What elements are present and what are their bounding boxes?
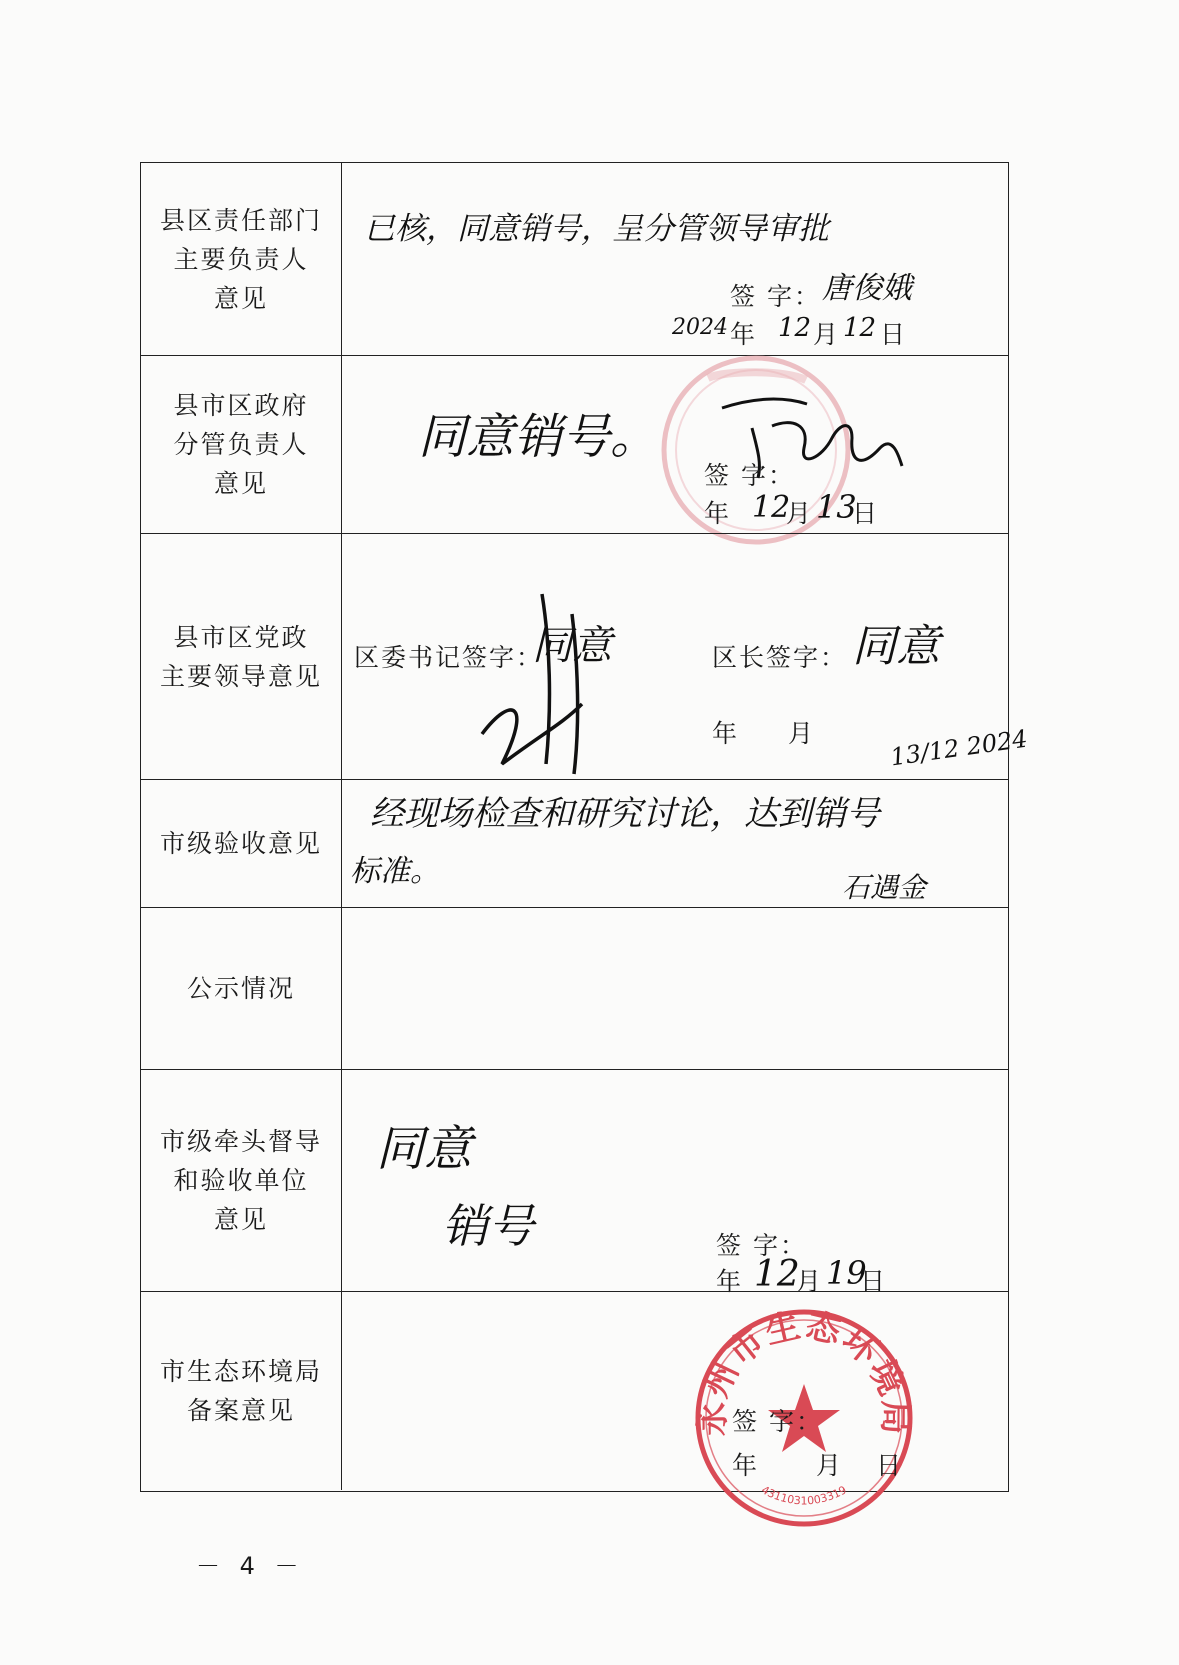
date-month-label: 月	[796, 1267, 824, 1296]
date-year-label: 年	[732, 1451, 760, 1480]
row-department-opinion	[141, 163, 1008, 355]
date-month-label: 月	[788, 719, 816, 748]
row-label: 市生态环境局 备案意见	[141, 1292, 342, 1490]
date-year-label: 年	[712, 719, 740, 748]
row-public-notice	[141, 907, 1008, 1069]
row-government-opinion	[141, 355, 1008, 533]
row-content	[342, 1070, 1008, 1296]
row-ecology-bureau-filing	[141, 1291, 1008, 1508]
row-label: 县区责任部门 主要负责人 意见	[141, 163, 342, 355]
date-year-label: 年	[704, 499, 732, 528]
handwritten-day: 12	[843, 313, 877, 343]
handwritten-opinion: 同意销号。	[418, 409, 659, 465]
seal-text: 永州市生态环境局	[692, 1306, 916, 1437]
date-day-label: 日	[876, 1451, 904, 1480]
row-content	[342, 356, 1008, 533]
seal-code: 4311031003319	[759, 1483, 849, 1508]
row-content	[342, 1292, 1008, 1508]
date-month-label: 月	[813, 320, 841, 349]
handwritten-month: 12	[754, 1254, 800, 1295]
row-city-acceptance-opinion	[141, 779, 1008, 907]
row-label: 公示情况	[141, 908, 342, 1069]
handwritten-opinion-line-2: 销号	[442, 1199, 534, 1253]
secretary-signature-stroke	[442, 584, 642, 784]
date-year-label: 年	[716, 1267, 744, 1296]
handwritten-signature: 石遇金	[842, 871, 927, 904]
handwritten-opinion-line-1: 同意	[376, 1121, 473, 1177]
page-number: － 4 －	[196, 1552, 305, 1580]
date-day-label: 日	[860, 1267, 888, 1296]
svg-text:4311031003319	[759, 1483, 849, 1507]
row-party-leader-opinion	[141, 533, 1030, 779]
sign-label: 签 字：	[716, 1231, 807, 1260]
row-label: 市级牵头督导 和验收单位 意见	[141, 1070, 342, 1291]
handwritten-opinion-line-1: 经现场检查和研究讨论，达到销号	[370, 794, 880, 834]
date-month-label: 月	[816, 1451, 844, 1480]
row-content	[342, 908, 1008, 1069]
row-content	[342, 534, 1030, 779]
row-content	[342, 163, 1008, 355]
date-day-label: 日	[880, 320, 908, 349]
sign-label: 签 字：	[732, 1407, 823, 1436]
handwritten-month: 12	[778, 313, 812, 343]
handwritten-opinion-line-2: 标准。	[350, 854, 440, 889]
row-supervision-unit-opinion	[141, 1069, 1008, 1296]
sign-label: 签 字：	[704, 461, 795, 490]
sign-label: 签 字：	[730, 282, 821, 311]
handwritten-opinion: 已核，同意销号，呈分管领导审批	[364, 211, 829, 247]
date-year-label: 年	[730, 320, 758, 349]
row-label: 市级验收意见	[141, 780, 342, 907]
row-label: 县市区政府 分管负责人 意见	[141, 356, 342, 533]
row-label: 县市区党政 主要领导意见	[141, 534, 342, 779]
row-content	[342, 780, 1008, 907]
handwritten-year: 2024	[672, 315, 728, 340]
secretary-sign-label: 区委书记签字：	[354, 643, 544, 672]
handwritten-signature: 唐俊娥	[822, 271, 912, 306]
date-month-label: 月	[786, 499, 814, 528]
secretary-handwritten-signature: 同意	[532, 623, 612, 669]
handwritten-month: 12	[752, 490, 791, 525]
handwritten-day: 13	[816, 488, 857, 526]
handwritten-date: 13/12 2024	[888, 724, 1030, 772]
date-day-label: 日	[852, 499, 880, 528]
head-sign-label: 区长签字：	[712, 643, 848, 672]
handwritten-day: 19	[826, 1254, 867, 1292]
approval-form-table	[140, 162, 1030, 1508]
head-handwritten-signature: 同意	[852, 621, 940, 672]
